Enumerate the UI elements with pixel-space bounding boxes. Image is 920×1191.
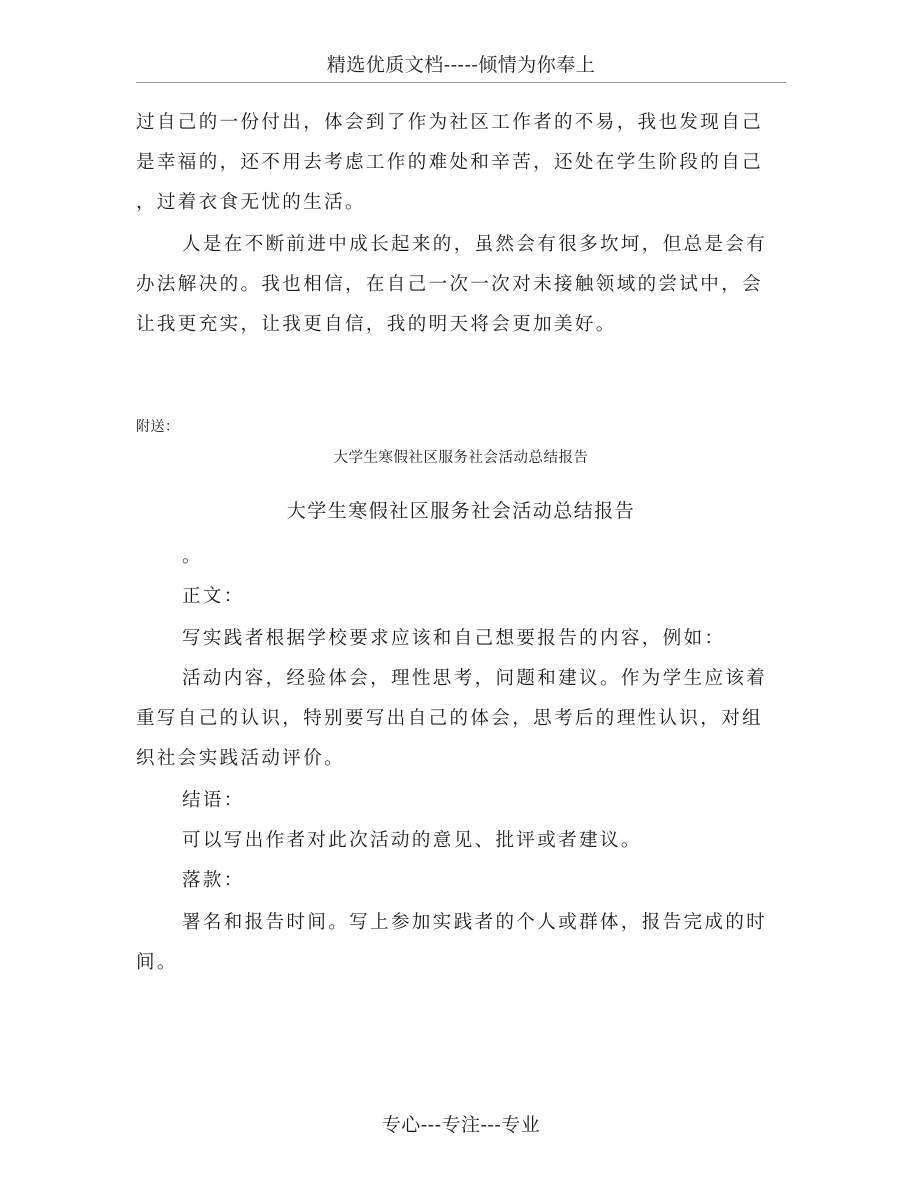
body-detail-line2: 重写自己的认识，特别要写出自己的体会，思考后的理性认识，对组	[136, 708, 764, 729]
intro-para1-line1: 过自己的一份付出，体会到了作为社区工作者的不易，我也发现自己	[136, 112, 764, 133]
intro-para2-line1: 人是在不断前进中成长起来的，虽然会有很多坎坷，但总是会有	[182, 234, 768, 255]
conclusion-heading: 结语：	[182, 790, 245, 811]
intro-para1-line2: 是幸福的，还不用去考虑工作的难处和辛苦，还处在学生阶段的自己	[136, 152, 764, 173]
intro-para2-line2: 办法解决的。我也相信，在自己一次一次对未接触领域的尝试中，会	[136, 274, 764, 295]
body-heading: 正文：	[182, 586, 245, 607]
appendix-subtitle: 大学生寒假社区服务社会活动总结报告	[333, 450, 589, 466]
intro-para1-line3: ，过着衣食无忧的生活。	[136, 192, 366, 213]
signature-heading: 落款：	[182, 870, 245, 891]
page-footer: 专心---专注---专业	[381, 1114, 541, 1136]
conclusion-text: 可以写出作者对此次活动的意见、批评或者建议。	[182, 830, 642, 851]
page-header: 精选优质文档-----倾情为你奉上	[326, 54, 596, 76]
body-detail-line1: 活动内容，经验体会，理性思考，问题和建议。作为学生应该着	[182, 668, 768, 689]
header-divider	[136, 82, 786, 83]
stray-dot: 。	[182, 546, 203, 567]
intro-para2-line3: 让我更充实，让我更自信，我的明天将会更加美好。	[136, 314, 617, 335]
appendix-label: 附送：	[136, 419, 180, 435]
body-detail-line3: 织社会实践活动评价。	[136, 748, 346, 769]
report-title: 大学生寒假社区服务社会活动总结报告	[286, 500, 636, 522]
signature-line1: 署名和报告时间。写上参加实践者的个人或群体，报告完成的时	[182, 912, 768, 933]
signature-line2: 间。	[136, 952, 178, 973]
body-intro: 写实践者根据学校要求应该和自己想要报告的内容，例如：	[182, 628, 726, 649]
